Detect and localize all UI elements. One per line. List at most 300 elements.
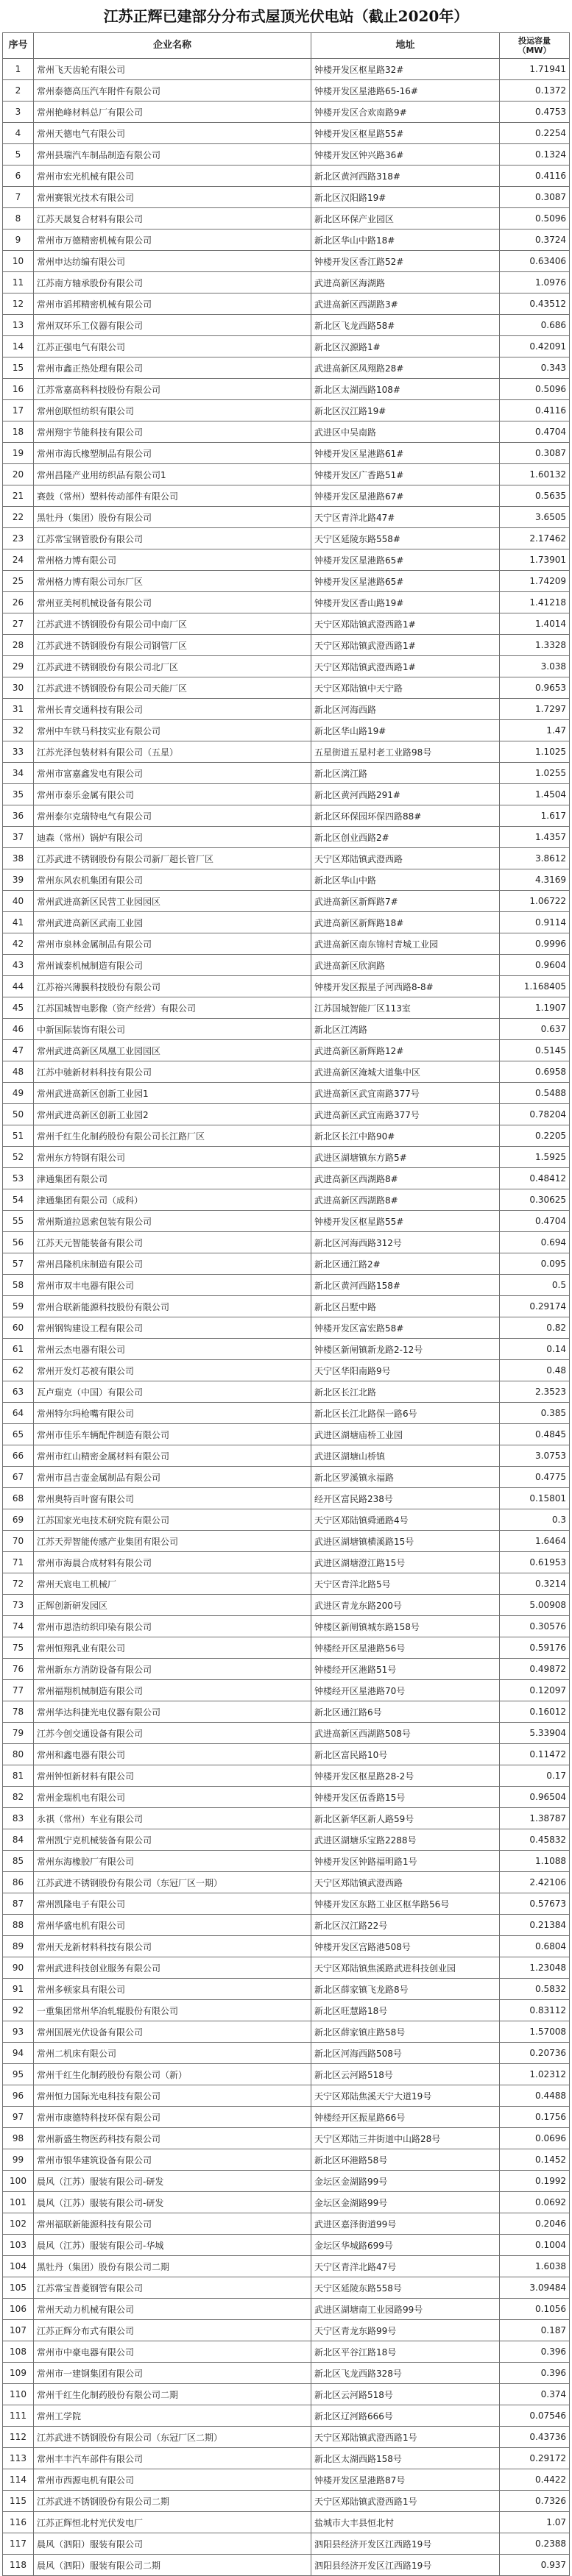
cell-address: 新北区环港路58号: [311, 2149, 500, 2171]
cell-address: 新北区河海西路312号: [311, 1232, 500, 1253]
cell-capacity: 1.71941: [500, 59, 570, 80]
table-row: [3, 1083, 570, 1104]
cell-company-name: 常州千红生化制药股份有限公司（新）: [34, 2064, 311, 2085]
cell-capacity: 0.9653: [500, 677, 570, 699]
cell-address: 武进区青龙东路200号: [311, 1595, 500, 1616]
cell-seq: 51: [3, 1125, 34, 1147]
cell-address: 钟楼开发区富宏路58#: [311, 1317, 500, 1339]
cell-seq: 23: [3, 528, 34, 549]
table-row: [3, 891, 570, 912]
table-row: [3, 869, 570, 891]
cell-capacity: 1.1025: [500, 741, 570, 763]
cell-address: 钟楼开发区东路工业区枢华路56号: [311, 1893, 500, 1915]
cell-capacity: 1.06722: [500, 891, 570, 912]
cell-capacity: 0.11472: [500, 1744, 570, 1765]
cell-seq: 38: [3, 848, 34, 869]
cell-address: 新北区华山中路18#: [311, 230, 500, 251]
cell-capacity: 0.4116: [500, 400, 570, 421]
cell-company-name: 常州云杰电器有限公司: [34, 1339, 311, 1360]
cell-company-name: 常州千红生化制药股份有限公司二期: [34, 2384, 311, 2405]
cell-seq: 12: [3, 293, 34, 315]
table-row: [3, 187, 570, 208]
table-row: [3, 2384, 570, 2405]
table-row: [3, 1232, 570, 1253]
cell-capacity: 0.343: [500, 357, 570, 379]
cell-capacity: 0.48: [500, 1360, 570, 1381]
cell-company-name: 赛鼓（常州）塑料传动部件有限公司: [34, 485, 311, 507]
cell-company-name: 常州武进高新区凤凰工业园园区: [34, 1040, 311, 1061]
cell-capacity: 1.23048: [500, 1957, 570, 1979]
cell-seq: 107: [3, 2320, 34, 2341]
table-row: [3, 2427, 570, 2448]
cell-capacity: 0.396: [500, 2341, 570, 2363]
cell-address: 钟楼开发区星港路65#: [311, 549, 500, 571]
cell-seq: 84: [3, 1829, 34, 1851]
cell-address: 钟楼开发区枢星路55#: [311, 123, 500, 144]
cell-company-name: 常州奥特百叶窗有限公司: [34, 1488, 311, 1509]
cell-company-name: 常州市中豪电器有限公司: [34, 2341, 311, 2363]
cell-address: 钟楼开发区合欢南路9#: [311, 102, 500, 123]
table-row: [3, 528, 570, 549]
table-row: [3, 1723, 570, 1744]
cell-seq: 25: [3, 571, 34, 592]
cell-address: 钟楼开发区枢星路55#: [311, 1211, 500, 1232]
table-row: [3, 1531, 570, 1552]
cell-address: 新北区黄河西路158#: [311, 1275, 500, 1296]
cell-seq: 16: [3, 379, 34, 400]
table-row: [3, 2363, 570, 2384]
cell-address: 新北区创业西路2#: [311, 827, 500, 848]
cell-capacity: 0.30576: [500, 1616, 570, 1637]
cell-address: 天宁区郑陆镇武澄西路: [311, 848, 500, 869]
cell-company-name: 常州天动力机械有限公司: [34, 2299, 311, 2320]
cell-company-name: 常州亚美柯机械设备有限公司: [34, 592, 311, 613]
cell-company-name: 江苏今创交通设备有限公司: [34, 1723, 311, 1744]
table-row: [3, 1360, 570, 1381]
cell-company-name: 常州长青交通科技有限公司: [34, 699, 311, 720]
cell-seq: 39: [3, 869, 34, 891]
cell-seq: 3: [3, 102, 34, 123]
cell-address: 新北区汉江路22号: [311, 1915, 500, 1936]
cell-address: 新北区长江中路90#: [311, 1125, 500, 1147]
cell-company-name: 常州市海晨合成材料有限公司: [34, 1552, 311, 1573]
table-row: [3, 1445, 570, 1467]
table-row: [3, 1381, 570, 1403]
cell-capacity: 0.96504: [500, 1787, 570, 1808]
cell-company-name: 常州武进高新区民营工业园园区: [34, 891, 311, 912]
cell-capacity: 1.7297: [500, 699, 570, 720]
table-row: [3, 2128, 570, 2149]
cell-address: 武进高新区凤翔路28#: [311, 357, 500, 379]
cell-company-name: 常州县瑞汽车制品制造有限公司: [34, 144, 311, 166]
cell-seq: 82: [3, 1787, 34, 1808]
table-row: [3, 102, 570, 123]
cell-address: 钟楼开发区星港路61#: [311, 443, 500, 464]
cell-address: 天宁区青洋北路47号: [311, 2256, 500, 2277]
cell-capacity: 5.33904: [500, 1723, 570, 1744]
cell-seq: 30: [3, 677, 34, 699]
cell-address: 钟楼开发区香江路52#: [311, 251, 500, 272]
cell-seq: 104: [3, 2256, 34, 2277]
table-row: [3, 1147, 570, 1168]
cell-company-name: 常州东方特钢有限公司: [34, 1147, 311, 1168]
cell-capacity: 0.14: [500, 1339, 570, 1360]
cell-seq: 92: [3, 2000, 34, 2021]
cell-capacity: 0.2254: [500, 123, 570, 144]
cell-company-name: 常州市万德精密机械有限公司: [34, 230, 311, 251]
cell-seq: 95: [3, 2064, 34, 2085]
cell-address: 新北区吕墅中路: [311, 1296, 500, 1317]
cell-company-name: 江苏正强电气有限公司: [34, 336, 311, 357]
table-row: [3, 2149, 570, 2171]
cell-company-name: 晨风（泗阳）服装有限公司: [34, 2533, 311, 2555]
cell-address: 新北区富民路10号: [311, 1744, 500, 1765]
table-row: [3, 1680, 570, 1701]
cell-address: 新北区薛家镇庄路58号: [311, 2021, 500, 2043]
cell-capacity: 0.29172: [500, 2448, 570, 2469]
cell-address: 天宁区延陵东路558号: [311, 2277, 500, 2299]
cell-seq: 106: [3, 2299, 34, 2320]
cell-address: 武进高新区海湖路: [311, 272, 500, 293]
table-row: [3, 59, 570, 80]
cell-address: 经开区富民路238号: [311, 1488, 500, 1509]
cell-company-name: 晨风（江苏）服装有限公司-华城: [34, 2235, 311, 2256]
cell-capacity: 0.1004: [500, 2235, 570, 2256]
table-row: [3, 955, 570, 976]
header-address: 地址: [311, 33, 500, 59]
cell-capacity: 0.4704: [500, 421, 570, 443]
table-row: [3, 1467, 570, 1488]
table-row: [3, 1744, 570, 1765]
table-row: [3, 571, 570, 592]
cell-seq: 45: [3, 997, 34, 1019]
cell-capacity: 0.5: [500, 1275, 570, 1296]
table-row: [3, 2341, 570, 2363]
cell-capacity: 1.41218: [500, 592, 570, 613]
cell-seq: 80: [3, 1744, 34, 1765]
cell-address: 新北区通江路2#: [311, 1253, 500, 1275]
cell-company-name: 常州华达科捷光电仪器有限公司: [34, 1701, 311, 1723]
table-row: [3, 549, 570, 571]
cell-address: 天宁区郑陆镇武澄西路1#: [311, 656, 500, 677]
cell-seq: 112: [3, 2427, 34, 2448]
cell-seq: 31: [3, 699, 34, 720]
cell-capacity: 0.4845: [500, 1424, 570, 1445]
cell-company-name: 常州翔宇节能科技有限公司: [34, 421, 311, 443]
cell-seq: 78: [3, 1701, 34, 1723]
cell-address: 钟楼开发区振星子河西路8-8#: [311, 976, 500, 997]
cell-capacity: 0.385: [500, 1403, 570, 1424]
table-row: [3, 592, 570, 613]
table-row: [3, 2491, 570, 2512]
cell-address: 新北区黄河西路291#: [311, 784, 500, 805]
cell-seq: 77: [3, 1680, 34, 1701]
cell-capacity: 0.6804: [500, 1936, 570, 1957]
cell-address: 武进高新区西湖路8#: [311, 1168, 500, 1189]
table-row: [3, 1765, 570, 1787]
cell-capacity: 1.57008: [500, 2021, 570, 2043]
cell-capacity: 0.1372: [500, 80, 570, 102]
cell-capacity: 1.0976: [500, 272, 570, 293]
cell-company-name: 常州市一建钢集团有限公司: [34, 2363, 311, 2384]
cell-address: 新北区江湾路: [311, 1019, 500, 1040]
table-row: [3, 827, 570, 848]
cell-seq: 100: [3, 2171, 34, 2192]
cell-address: 天宁区郑陆镇武澄西路1#: [311, 635, 500, 656]
cell-company-name: 常州新盛生物医药科技有限公司: [34, 2128, 311, 2149]
cell-address: 钟楼开发区星港路87号: [311, 2469, 500, 2491]
table-row: [3, 784, 570, 805]
cell-capacity: 3.09484: [500, 2277, 570, 2299]
table-row: [3, 1403, 570, 1424]
table-row: [3, 1552, 570, 1573]
cell-address: 新北区云河路518号: [311, 2064, 500, 2085]
cell-seq: 117: [3, 2533, 34, 2555]
cell-seq: 44: [3, 976, 34, 997]
cell-capacity: 0.43512: [500, 293, 570, 315]
cell-address: 新北区通江路6号: [311, 1701, 500, 1723]
table-row: [3, 144, 570, 166]
table-row: [3, 1659, 570, 1680]
cell-company-name: 江苏武进不锈钢股份有限公司北厂区: [34, 656, 311, 677]
cell-company-name: 江苏裕兴薄膜科技股份有限公司: [34, 976, 311, 997]
table-row: [3, 166, 570, 187]
table-row: [3, 1061, 570, 1083]
cell-seq: 59: [3, 1296, 34, 1317]
cell-address: 天宁区郑陆镇武澄西路: [311, 1872, 500, 1893]
cell-seq: 21: [3, 485, 34, 507]
table-row: [3, 1595, 570, 1616]
cell-seq: 41: [3, 912, 34, 933]
cell-company-name: 江苏武进不锈钢股份有限公司中南厂区: [34, 613, 311, 635]
table-row: [3, 1829, 570, 1851]
cell-address: 武进区湖塘庙桥工业园: [311, 1424, 500, 1445]
cell-address: 武进区中吴南路: [311, 421, 500, 443]
cell-company-name: 江苏中驰新材料科技有限公司: [34, 1061, 311, 1083]
table-row: [3, 741, 570, 763]
table-row: [3, 1808, 570, 1829]
cell-company-name: 江苏武进不锈钢股份有限公司（东冠厂区一期）: [34, 1872, 311, 1893]
table-row: [3, 2512, 570, 2533]
cell-company-name: 常州昌隆机床制造有限公司: [34, 1253, 311, 1275]
cell-capacity: 0.42091: [500, 336, 570, 357]
table-row: [3, 1616, 570, 1637]
table-row: [3, 2192, 570, 2213]
cell-seq: 37: [3, 827, 34, 848]
table-row: [3, 912, 570, 933]
table-row: [3, 421, 570, 443]
cell-address: 天宁区郑陆三井街道中山路28号: [311, 2128, 500, 2149]
cell-capacity: 0.5145: [500, 1040, 570, 1061]
table-row: [3, 2064, 570, 2085]
cell-address: 天宁区青龙东路99号: [311, 2320, 500, 2341]
cell-company-name: 常州钟恒新材料有限公司: [34, 1765, 311, 1787]
header-company: 企业名称: [34, 33, 311, 59]
cell-seq: 7: [3, 187, 34, 208]
cell-address: 天宁区郑陆镇中天宁路: [311, 677, 500, 699]
cell-company-name: 常州市鑫正热处理有限公司: [34, 357, 311, 379]
cell-address: 泗阳县经济开发区江西路19号: [311, 2533, 500, 2555]
cell-capacity: 1.1907: [500, 997, 570, 1019]
cell-seq: 86: [3, 1872, 34, 1893]
cell-address: 武进区湖塘澄江路15号: [311, 1552, 500, 1573]
table-row: [3, 230, 570, 251]
cell-seq: 48: [3, 1061, 34, 1083]
cell-seq: 35: [3, 784, 34, 805]
cell-company-name: 常州市银华建筑设备有限公司: [34, 2149, 311, 2171]
cell-company-name: 中新国际装饰有限公司: [34, 1019, 311, 1040]
cell-address: 新北区辽河路666号: [311, 2405, 500, 2427]
table-row: [3, 2469, 570, 2491]
cell-address: 钟楼开发区宫路港508号: [311, 1936, 500, 1957]
cell-seq: 55: [3, 1211, 34, 1232]
cell-seq: 11: [3, 272, 34, 293]
cell-address: 武进高新区新辉路18#: [311, 912, 500, 933]
cell-seq: 57: [3, 1253, 34, 1275]
cell-seq: 79: [3, 1723, 34, 1744]
cell-capacity: 1.5925: [500, 1147, 570, 1168]
cell-seq: 85: [3, 1851, 34, 1872]
cell-company-name: 常州福联新能源科技有限公司: [34, 2213, 311, 2235]
cell-capacity: 0.5832: [500, 1979, 570, 2000]
cell-capacity: 0.0696: [500, 2128, 570, 2149]
cell-seq: 60: [3, 1317, 34, 1339]
cell-company-name: 常州市昌吉壶金属制品有限公司: [34, 1467, 311, 1488]
cell-capacity: 0.187: [500, 2320, 570, 2341]
cell-address: 武进高新区西湖路3#: [311, 293, 500, 315]
cell-seq: 69: [3, 1509, 34, 1531]
cell-capacity: 5.00908: [500, 1595, 570, 1616]
cell-company-name: 江苏武进不锈钢股份有限公司新厂超长管厂区: [34, 848, 311, 869]
table-row: [3, 315, 570, 336]
cell-seq: 61: [3, 1339, 34, 1360]
cell-address: 钟楼经开区星港路56号: [311, 1637, 500, 1659]
cell-company-name: 江苏常宝钢管股份有限公司: [34, 528, 311, 549]
table-row: [3, 464, 570, 485]
cell-company-name: 江苏天元智能装备有限公司: [34, 1232, 311, 1253]
cell-capacity: 1.1088: [500, 1851, 570, 1872]
table-row: [3, 1851, 570, 1872]
cell-company-name: 常州天德电气有限公司: [34, 123, 311, 144]
cell-seq: 42: [3, 933, 34, 955]
cell-company-name: 常州中车铁马科技实业有限公司: [34, 720, 311, 741]
cell-company-name: 常州钢钩建设工程有限公司: [34, 1317, 311, 1339]
cell-capacity: 1.73901: [500, 549, 570, 571]
cell-capacity: 3.8612: [500, 848, 570, 869]
cell-capacity: 1.3328: [500, 635, 570, 656]
cell-seq: 83: [3, 1808, 34, 1829]
table-row: [3, 2000, 570, 2021]
cell-seq: 1: [3, 59, 34, 80]
table-row: [3, 1488, 570, 1509]
cell-address: 武进高新区欣润路: [311, 955, 500, 976]
cell-capacity: 1.4014: [500, 613, 570, 635]
cell-address: 天宁区青洋北路5号: [311, 1573, 500, 1595]
table-row: [3, 720, 570, 741]
table-row: [3, 400, 570, 421]
cell-seq: 5: [3, 144, 34, 166]
cell-company-name: 常州二机床有限公司: [34, 2043, 311, 2064]
cell-company-name: 常州武进科技创业服务有限公司: [34, 1957, 311, 1979]
cell-company-name: 常州武进高新区武南工业园: [34, 912, 311, 933]
cell-capacity: 0.637: [500, 1019, 570, 1040]
cell-seq: 81: [3, 1765, 34, 1787]
cell-capacity: 0.9996: [500, 933, 570, 955]
cell-address: 新北区华山中路: [311, 869, 500, 891]
cell-capacity: 0.6958: [500, 1061, 570, 1083]
table-row: [3, 1189, 570, 1211]
cell-company-name: 常州创联恒纺织有限公司: [34, 400, 311, 421]
cell-capacity: 1.02312: [500, 2064, 570, 2085]
cell-company-name: 江苏正辉分布式有限公司: [34, 2320, 311, 2341]
cell-capacity: 1.47: [500, 720, 570, 741]
table-row: [3, 2235, 570, 2256]
cell-company-name: 正辉创新研发园区: [34, 1595, 311, 1616]
cell-address: 新北区汉源路1#: [311, 336, 500, 357]
cell-capacity: 1.4357: [500, 827, 570, 848]
cell-company-name: 江苏武进不锈钢股份有限公司（东冠厂区二期）: [34, 2427, 311, 2448]
table-row: [3, 80, 570, 102]
cell-seq: 40: [3, 891, 34, 912]
header-capacity-unit: （MW）: [518, 46, 551, 55]
table-row: [3, 2256, 570, 2277]
cell-company-name: 江苏正辉恒北村光伏发电厂: [34, 2512, 311, 2533]
cell-address: 五星街道五星村老工业路98号: [311, 741, 500, 763]
cell-company-name: 常州市佳乐车辆配件制造有限公司: [34, 1424, 311, 1445]
cell-seq: 87: [3, 1893, 34, 1915]
cell-address: 武进高新区西湖路508号: [311, 1723, 500, 1744]
cell-company-name: 常州天龙新材料科技有限公司: [34, 1936, 311, 1957]
cell-address: 钟楼开发区伍香路15号: [311, 1787, 500, 1808]
cell-capacity: 1.38787: [500, 1808, 570, 1829]
cell-capacity: 2.3523: [500, 1381, 570, 1403]
table-row: [3, 763, 570, 784]
table-row: [3, 251, 570, 272]
cell-address: 新北区长江北路保一路6号: [311, 1403, 500, 1424]
cell-address: 钟楼经开区星港路70号: [311, 1680, 500, 1701]
table-row: [3, 1424, 570, 1445]
table-row: [3, 2043, 570, 2064]
table-row: [3, 357, 570, 379]
cell-address: 武进高新区武宜南路377号: [311, 1104, 500, 1125]
cell-capacity: 0.21384: [500, 1915, 570, 1936]
cell-company-name: 常州开发灯芯被有限公司: [34, 1360, 311, 1381]
cell-seq: 56: [3, 1232, 34, 1253]
cell-address: 新北区薛家镇飞龙路8号: [311, 1979, 500, 2000]
cell-address: 盐城市大丰县恒北村: [311, 2512, 500, 2533]
cell-address: 新北区黄河西路318#: [311, 166, 500, 187]
cell-address: 钟楼区新闸镇城东路158号: [311, 1616, 500, 1637]
cell-address: 天宁区郑陆焦溪天宁大道19号: [311, 2085, 500, 2107]
cell-company-name: 常州特尔玛枪嘴有限公司: [34, 1403, 311, 1424]
table-row: [3, 2299, 570, 2320]
cell-capacity: 0.1756: [500, 2107, 570, 2128]
table-row: [3, 1275, 570, 1296]
cell-company-name: 一重集团常州华冶轧辊股份有限公司: [34, 2000, 311, 2021]
cell-address: 钟楼开发区星港路67#: [311, 485, 500, 507]
header-seq: 序号: [3, 33, 34, 59]
cell-company-name: 晨风（江苏）服装有限公司-研发: [34, 2171, 311, 2192]
cell-company-name: 常州市泉林金属制品有限公司: [34, 933, 311, 955]
cell-capacity: 0.16012: [500, 1701, 570, 1723]
cell-capacity: 0.5096: [500, 208, 570, 230]
cell-address: 金坛区华城路699号: [311, 2235, 500, 2256]
cell-seq: 63: [3, 1381, 34, 1403]
cell-seq: 110: [3, 2384, 34, 2405]
cell-address: 新北区漓江路: [311, 763, 500, 784]
cell-company-name: 江苏武进不锈钢股份有限公司天能厂区: [34, 677, 311, 699]
cell-seq: 105: [3, 2277, 34, 2299]
